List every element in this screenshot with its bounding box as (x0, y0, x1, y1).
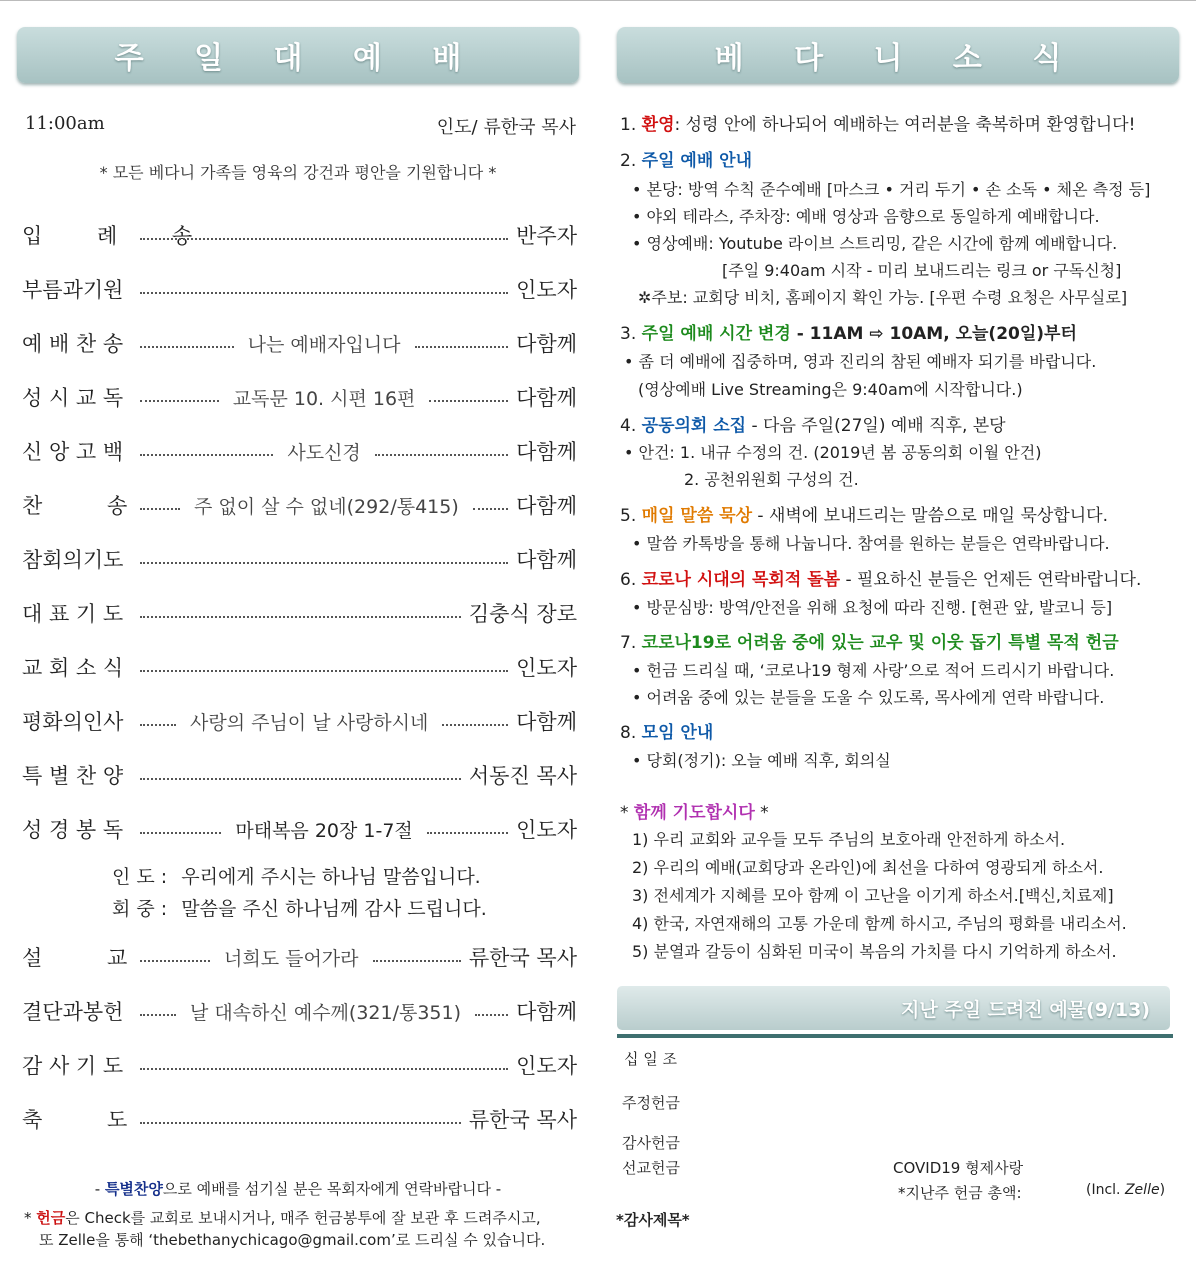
order-detail: 마태복음 20장 1-7절 (235, 819, 413, 842)
order-name: 결단과봉헌 (22, 1000, 124, 1024)
order-detail: 너희도 들어가라 (224, 947, 359, 970)
news-subitem: • 본당: 방역 수칙 준수예배 [마스크 • 거리 두기 • 손 소독 • 체온 측정 등] (632, 180, 1151, 199)
worship-time: 11:00am (25, 113, 105, 134)
offering-regular: 주정헌금 (622, 1094, 680, 1112)
offering-mission: 선교헌금 (622, 1159, 680, 1177)
order-row (22, 328, 577, 358)
offering-rule (617, 1034, 1173, 1038)
order-detail: 주 없이 살 수 없네(292/통415) (194, 495, 459, 518)
order-name: 신 앙 고 백 (22, 440, 124, 464)
item-number: 2. (620, 151, 637, 171)
order-who: 인도자 (516, 1054, 577, 1078)
order-row (22, 490, 577, 520)
order-name: 대 표 기 도 (22, 602, 124, 626)
order-who: 류한국 목사 (468, 1108, 577, 1132)
item-title: 코로나 시대의 목회적 돌봄 (641, 570, 841, 590)
order-who: 인도자 (516, 656, 577, 680)
news-item (620, 411, 1006, 436)
zelle-text: Zelle (1124, 1182, 1160, 1198)
order-row (22, 220, 577, 250)
note-text-line2: 또 Zelle을 통해 ‘thebethanychicago@gmail.com’로 드리실 수 있습니다. (39, 1231, 546, 1249)
order-row (22, 274, 577, 304)
response-text: 우리에게 주시는 하나님 말씀입니다. (181, 866, 481, 888)
order-who: 서동진 목사 (468, 764, 577, 788)
order-detail: 사랑의 주님이 날 사랑하시네 (190, 711, 429, 734)
prayer-title-text: 함께 기도합시다 (633, 803, 755, 823)
role-label: 회 중 : (112, 898, 168, 920)
order-name: 찬 송 (22, 494, 128, 518)
order-name: 성 시 교 독 (22, 386, 124, 410)
order-who: 반주자 (516, 224, 577, 248)
news-subitem: 2. 공천위원회 구성의 건. (684, 470, 859, 489)
news-subitem: • 당회(정기): 오늘 예배 직후, 회의실 (632, 751, 891, 770)
sunday-worship-banner: 주 일 대 예 배 (17, 27, 579, 83)
item-number: 1. (620, 115, 637, 135)
prayer-title: * 함께 기도합시다 * (620, 803, 769, 823)
note-prefix: * (24, 1209, 37, 1227)
news-subitem: • 헌금 드리실 때, ‘코로나19 형제 사랑’으로 적어 드리시기 바랍니다. (632, 661, 1115, 680)
top-rule (0, 0, 1196, 1)
news-subitem: • 방문심방: 방역/안전을 위해 요청에 따라 진행. [현관 앞, 발코니 등] (632, 598, 1113, 617)
news-subitem: • 어려움 중에 있는 분들을 도울 수 있도록, 목사에게 연락 바랍니다. (632, 688, 1105, 707)
note-emphasis: 헌금 (36, 1209, 66, 1227)
worship-officiant: 인도/ 류한국 목사 (436, 117, 576, 138)
order-row (22, 1050, 577, 1080)
incl-text: (Incl. (1086, 1182, 1121, 1198)
offering-incl-zelle (1086, 1182, 1165, 1198)
offering-thanks: 감사헌금 (622, 1134, 680, 1152)
order-name: 예 배 찬 송 (22, 332, 124, 356)
item-title: 환영 (641, 115, 675, 135)
order-who: 류한국 목사 (468, 946, 577, 970)
item-title: 주일 예배 시간 변경 (641, 324, 791, 344)
role-label: 인 도 : (112, 866, 168, 888)
news-subitem: (영상예배 Live Streaming은 9:40am에 시작합니다.) (638, 380, 1023, 399)
news-item (620, 501, 1108, 526)
order-row (22, 1104, 577, 1134)
news-subitem: • 좀 더 예배에 집중하며, 영과 진리의 참된 예배자 되기를 바랍니다. (624, 352, 1097, 371)
order-name: 특 별 찬 양 (22, 764, 124, 788)
order-detail: 교독문 10. 시편 16편 (232, 387, 416, 410)
news-subitem: • 영상예배: Youtube 라이브 스트리밍, 같은 시간에 함께 예배합니다. (632, 234, 1118, 253)
order-who: 김충식 장로 (468, 602, 577, 626)
news-item (620, 565, 1141, 590)
item-title: 모임 안내 (641, 723, 714, 743)
order-detail: 사도신경 (287, 441, 361, 464)
item-title: 코로나19로 어려움 중에 있는 교우 및 이웃 돕기 특별 목적 헌금 (641, 633, 1119, 653)
order-who: 인도자 (516, 278, 577, 302)
order-who: 다함께 (516, 386, 577, 410)
order-who: 다함께 (516, 710, 577, 734)
order-row (22, 382, 577, 412)
item-number: 6. (620, 570, 637, 590)
note-emphasis: 특별찬양 (104, 1180, 163, 1198)
thanks-title: *감사제목* (616, 1211, 690, 1229)
order-name: 교 회 소 식 (22, 656, 124, 680)
item-text: - 11AM ⇨ 10AM, 오늘(20일)부터 (790, 324, 1077, 344)
order-who: 다함께 (516, 332, 578, 356)
item-title: 주일 예배 안내 (641, 151, 753, 171)
offering-total-label: *지난주 헌금 총액: (898, 1184, 1022, 1202)
news-item (620, 319, 1077, 344)
order-name: 평화의인사 (22, 710, 124, 734)
order-row (22, 814, 577, 844)
call-response-congregation (112, 894, 487, 921)
offering-banner: 지난 주일 드려진 예물(9/13) (617, 986, 1170, 1030)
offering-note (24, 1207, 584, 1251)
offering-tithe: 십 일 조 (624, 1050, 678, 1068)
order-detail: 날 대속하신 예수께(321/통351) (190, 1001, 462, 1024)
order-name: 축 도 (22, 1108, 128, 1132)
news-subitem: • 야외 테라스, 주차장: 예배 영상과 음향으로 동일하게 예배합니다. (632, 207, 1100, 226)
order-row (22, 598, 577, 628)
order-row (22, 760, 577, 790)
item-number: 7. (620, 633, 637, 653)
item-text: - 필요하신 분들은 언제든 연락바랍니다. (840, 570, 1142, 590)
order-who: 다함께 (516, 440, 577, 464)
order-name: 입 례 송 (22, 224, 217, 248)
order-row (22, 544, 577, 574)
note-prefix: - (94, 1180, 105, 1198)
order-row (22, 942, 577, 972)
incl-close: ) (1159, 1182, 1166, 1198)
item-number: 4. (620, 416, 637, 436)
news-item (620, 110, 1135, 135)
item-text: - 새벽에 보내드리는 말씀으로 매일 묵상합니다. (752, 506, 1108, 526)
item-text: - 다음 주일(27일) 예배 직후, 본당 (746, 416, 1006, 436)
prayer-item: 2) 우리의 예배(교회당과 온라인)에 최선을 다하여 영광되게 하소서. (632, 858, 1104, 877)
news-subitem: • 안건: 1. 내규 수정의 건. (2019년 봄 공동의회 이월 안건) (624, 443, 1042, 462)
prayer-item: 1) 우리 교회와 교우들 모두 주님의 보호아래 안전하게 하소서. (632, 830, 1066, 849)
order-row (22, 996, 577, 1026)
order-row (22, 706, 577, 736)
call-response-leader (112, 862, 481, 889)
order-name: 감 사 기 도 (22, 1054, 124, 1078)
item-text: : 성령 안에 하나되어 예배하는 여러분을 축복하며 환영합니다! (674, 115, 1136, 135)
item-title: 공동의회 소집 (641, 416, 747, 436)
order-name: 부름과기원 (22, 278, 124, 302)
order-who: 다함께 (516, 1000, 577, 1024)
prayer-item: 4) 한국, 자연재해의 고통 가운데 함께 하시고, 주님의 평화를 내리소서. (632, 914, 1127, 933)
news-subitem: • 말씀 카톡방을 통해 나눕니다. 참여를 원하는 분들은 연락바랍니다. (632, 534, 1110, 553)
order-name: 설 교 (22, 946, 128, 970)
item-title: 매일 말씀 묵상 (641, 506, 753, 526)
item-number: 3. (620, 324, 637, 344)
item-number: 5. (620, 506, 637, 526)
note-text: 으로 예배를 섬기실 분은 목회자에게 연락바랍니다 - (162, 1180, 502, 1198)
order-who: 다함께 (516, 494, 577, 518)
news-subitem: ✲주보: 교회당 비치, 홈페이지 확인 가능. [우편 수령 요청은 사무실로] (638, 288, 1128, 307)
order-who: 다함께 (516, 548, 577, 572)
news-item (620, 146, 752, 171)
order-who: 인도자 (516, 818, 577, 842)
item-number: 8. (620, 723, 637, 743)
order-row (22, 436, 577, 466)
news-item (620, 628, 1119, 653)
bethany-news-banner: 베 다 니 소 식 (617, 27, 1179, 83)
prayer-item: 3) 전세계가 지혜를 모아 함께 이 고난을 이기게 하소서.[백신,치료제] (632, 886, 1114, 905)
order-name: 성 경 봉 독 (22, 818, 124, 842)
news-item (620, 718, 713, 743)
news-subitem: [주일 9:40am 시작 - 미리 보내드리는 링크 or 구독신청] (722, 261, 1122, 280)
note-text: 은 Check를 교회로 보내시거나, 매주 헌금봉투에 잘 보관 후 드려주시고, (65, 1209, 541, 1227)
response-text: 말씀을 주신 하나님께 감사 드립니다. (181, 898, 487, 920)
special-praise-note (0, 1178, 596, 1199)
order-name: 참회의기도 (22, 548, 124, 572)
order-detail: 나는 예배자입니다 (247, 333, 401, 356)
blessing-wish: * 모든 베다니 가족들 영육의 강건과 평안을 기원합니다 * (99, 163, 497, 182)
prayer-item: 5) 분열과 갈등이 심화된 미국이 복음의 가치를 다시 기억하게 하소서. (632, 942, 1117, 961)
order-row (22, 652, 577, 682)
offering-covid: COVID19 형제사랑 (893, 1159, 1024, 1177)
